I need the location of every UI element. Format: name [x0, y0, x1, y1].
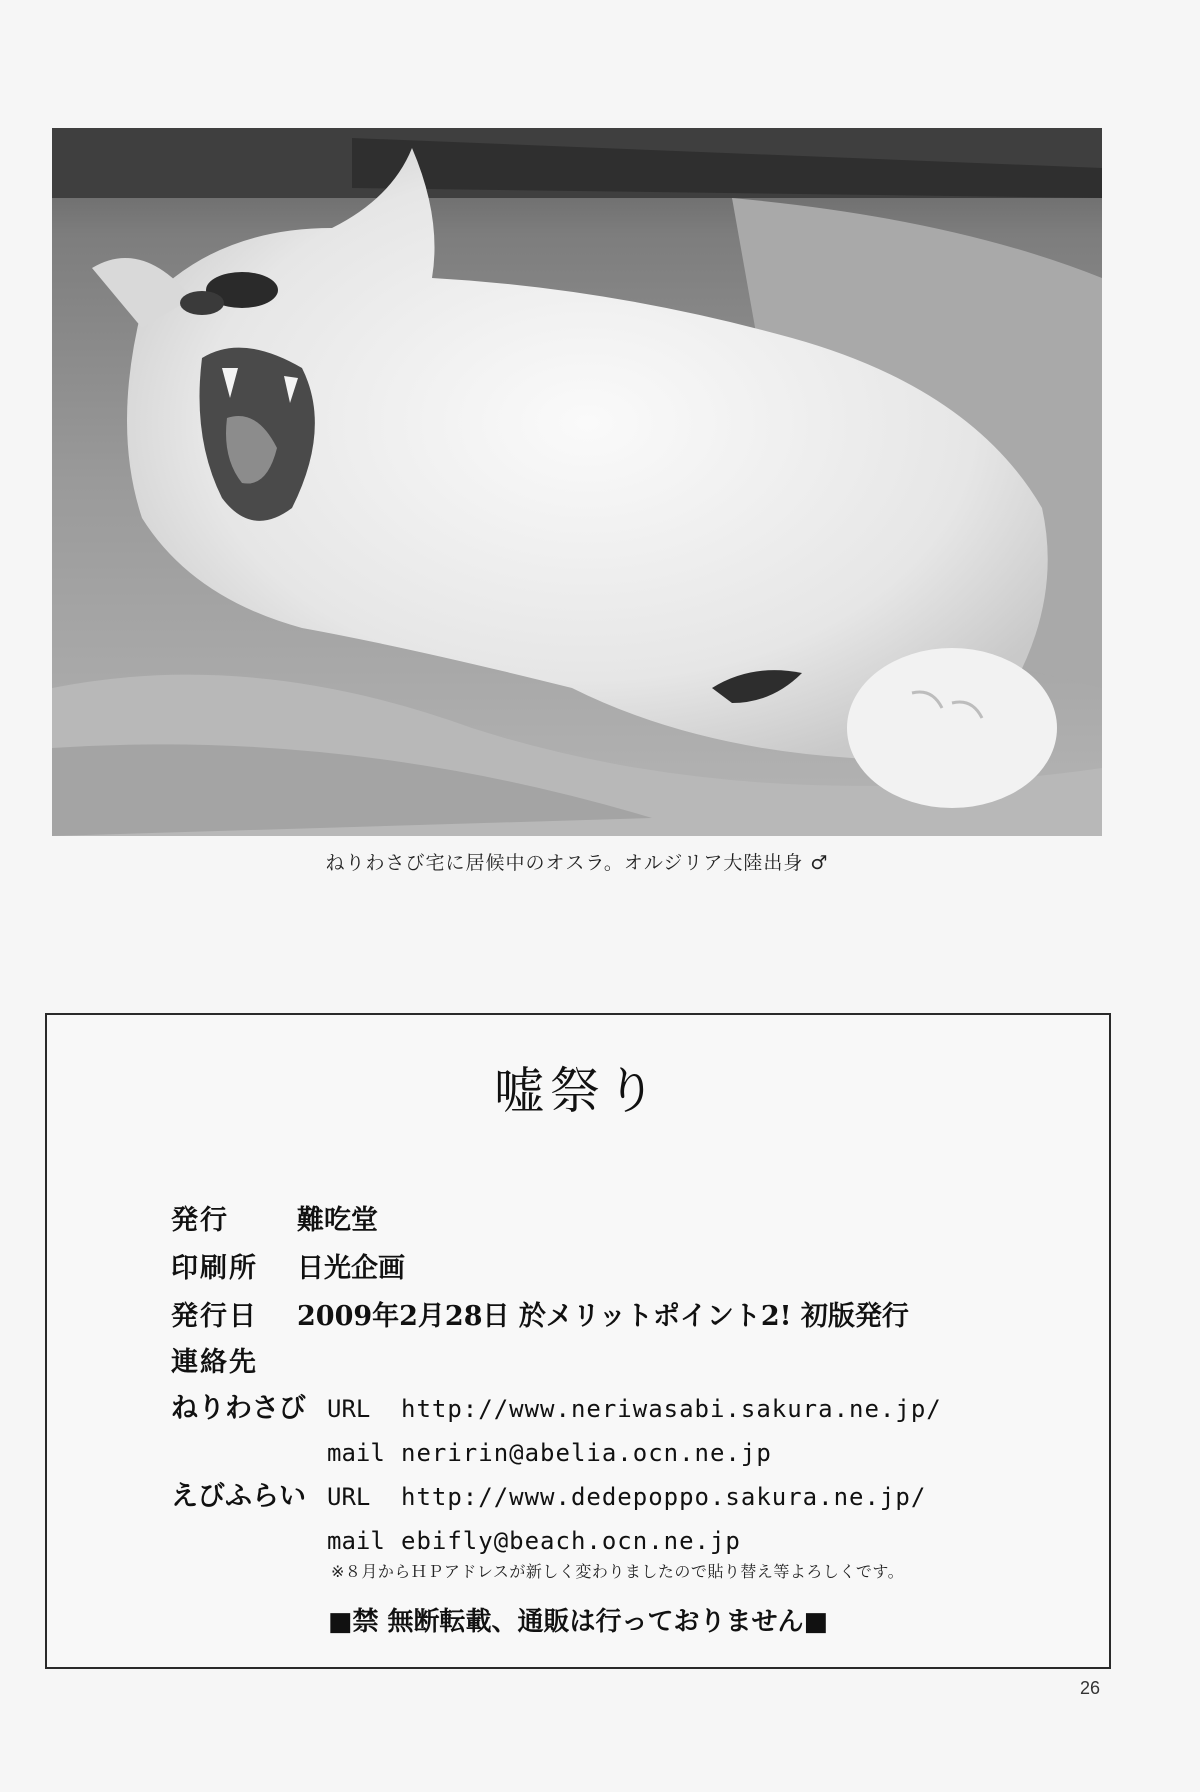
contact-1-url-row — [171, 1389, 942, 1429]
contact-2-mail[interactable]: ebifly@beach.ocn.ne.jp — [401, 1527, 741, 1555]
colophon-box — [45, 1013, 1111, 1669]
contact-label: 連絡先 — [171, 1347, 258, 1378]
publisher-value: 難吃堂 — [297, 1205, 378, 1236]
cat-photo — [52, 128, 1102, 836]
contact-1-url-label: URL — [327, 1395, 371, 1423]
printer-label: 印刷所 — [171, 1253, 258, 1284]
contact-1-url[interactable]: http://www.neriwasabi.sakura.ne.jp/ — [401, 1395, 942, 1423]
contact-1-mail-row — [171, 1433, 772, 1473]
printer-value: 日光企画 — [297, 1253, 405, 1284]
reprint-warning: ■禁 無断転載、通販は行っておりません■ — [327, 1607, 829, 1637]
contact-2-url[interactable]: http://www.dedepoppo.sakura.ne.jp/ — [401, 1483, 927, 1511]
photo-caption: ねりわさび宅に居候中のオスラ。オルジリア大陸出身 ♂ — [325, 852, 829, 874]
publisher-label: 発行 — [171, 1205, 229, 1236]
book-title: 嘘祭り — [494, 1062, 662, 1120]
contact-2-name: えびふらい — [171, 1481, 306, 1512]
contact-2-mail-label: mail — [327, 1527, 385, 1555]
date-label: 発行日 — [171, 1301, 258, 1332]
printer-row — [171, 1249, 405, 1289]
page-number: 26 — [1080, 1678, 1101, 1698]
contact-2-url-label: URL — [327, 1483, 371, 1511]
contact-row — [171, 1343, 297, 1383]
contact-1-mail-label: mail — [327, 1439, 385, 1467]
publisher-row — [171, 1201, 378, 1241]
address-change-note: ※８月からＨＰアドレスが新しく変わりましたので貼り替え等よろしくです。 — [331, 1562, 905, 1581]
cat-photo-image — [52, 128, 1102, 836]
date-value: 2009年2月28日 於メリットポイント2! 初版発行 — [297, 1301, 909, 1332]
contact-2-mail-row — [171, 1521, 741, 1561]
date-row — [171, 1297, 909, 1337]
contact-1-mail[interactable]: neririn@abelia.ocn.ne.jp — [401, 1439, 772, 1467]
contact-1-name: ねりわさび — [171, 1393, 306, 1424]
contact-2-url-row — [171, 1477, 926, 1517]
